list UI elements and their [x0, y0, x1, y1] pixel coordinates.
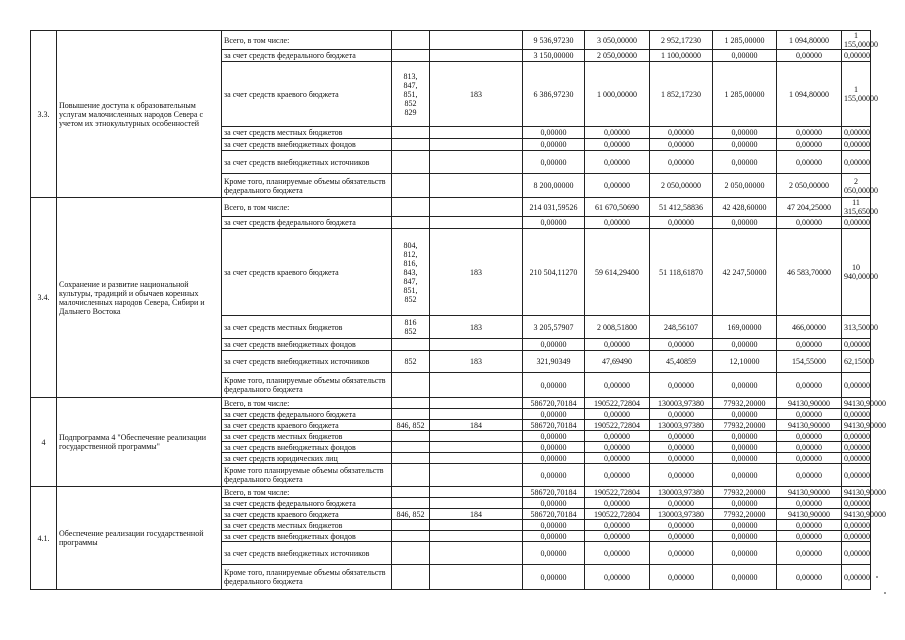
department-codes: 852: [392, 351, 430, 373]
year-value: 51 118,61870: [650, 229, 713, 316]
total-value: 0,00000: [523, 151, 585, 174]
year-value: 0,00000: [650, 565, 713, 590]
program-code: [430, 217, 523, 229]
department-codes: [392, 151, 430, 174]
year-value: 0,00000: [777, 453, 842, 464]
year-value: 61 670,50690: [585, 198, 650, 217]
section-name: Подпрограмма 4 "Обеспечение реализации государственной программы": [57, 398, 222, 487]
year-value: 0,00000: [585, 464, 650, 487]
year-value: 190522,72804: [585, 398, 650, 409]
year-value: 94130,90000: [777, 420, 842, 431]
year-value: 0,00000: [650, 409, 713, 420]
department-codes: [392, 50, 430, 62]
year-value: 0,00000: [842, 498, 871, 509]
year-value: 51 412,58836: [650, 198, 713, 217]
year-value: 1 094,80000: [777, 31, 842, 50]
year-value: 190522,72804: [585, 420, 650, 431]
year-value: 0,00000: [713, 565, 777, 590]
year-value: 0,00000: [650, 151, 713, 174]
total-value: 0,00000: [523, 431, 585, 442]
year-value: 0,00000: [585, 565, 650, 590]
year-value: 0,00000: [650, 127, 713, 139]
year-value: 0,00000: [585, 339, 650, 351]
funding-source: за счет средств внебюджетных фондов: [222, 339, 392, 351]
funding-source: за счет средств местных бюджетов: [222, 127, 392, 139]
year-value: 0,00000: [777, 520, 842, 531]
table-row: [31, 398, 871, 409]
year-value: 0,00000: [713, 431, 777, 442]
year-value: 130003,97380: [650, 420, 713, 431]
year-value: 0,00000: [713, 373, 777, 398]
total-value: 0,00000: [523, 531, 585, 542]
program-code: [430, 542, 523, 565]
year-value: 0,00000: [713, 151, 777, 174]
funding-source: Всего, в том числе:: [222, 487, 392, 498]
department-codes: [392, 339, 430, 351]
funding-source: Всего, в том числе:: [222, 31, 392, 50]
year-value: 0,00000: [777, 127, 842, 139]
total-value: 8 200,00000: [523, 174, 585, 198]
year-value: 0,00000: [777, 531, 842, 542]
section-number: 4: [31, 398, 57, 487]
year-value: 0,00000: [842, 431, 871, 442]
year-value: 1 285,00000: [713, 62, 777, 127]
department-codes: [392, 520, 430, 531]
year-value: 0,00000: [777, 542, 842, 565]
scan-speck: [876, 576, 878, 578]
year-value: 0,00000: [713, 464, 777, 487]
year-value: 0,00000: [777, 50, 842, 62]
total-value: 0,00000: [523, 520, 585, 531]
year-value: 154,55000: [777, 351, 842, 373]
program-code: [430, 442, 523, 453]
year-value: 0,00000: [585, 520, 650, 531]
section-name: Повышение доступа к образовательным услугам малочисленных народов Севера с учетом их этнокультурных особенностей: [57, 31, 222, 198]
year-value: 2 050,00000: [585, 50, 650, 62]
year-value: 0,00000: [650, 520, 713, 531]
program-code: 183: [430, 351, 523, 373]
year-value: 94130,90000: [842, 487, 871, 498]
year-value: 94130,90000: [777, 487, 842, 498]
year-value: 248,56107: [650, 316, 713, 339]
year-value: 0,00000: [650, 531, 713, 542]
year-value: 45,40859: [650, 351, 713, 373]
year-value: 0,00000: [713, 127, 777, 139]
year-value: 2 050,00000: [842, 174, 871, 198]
total-value: 3 150,00000: [523, 50, 585, 62]
year-value: 0,00000: [585, 217, 650, 229]
year-value: 94130,90000: [842, 398, 871, 409]
funding-source: за счет средств краевого бюджета: [222, 509, 392, 520]
year-value: 0,00000: [842, 442, 871, 453]
total-value: 0,00000: [523, 373, 585, 398]
total-value: 0,00000: [523, 464, 585, 487]
year-value: 169,00000: [713, 316, 777, 339]
year-value: 0,00000: [842, 542, 871, 565]
department-codes: [392, 398, 430, 409]
year-value: 0,00000: [713, 50, 777, 62]
year-value: 11 315,65000: [842, 198, 871, 217]
funding-source: за счет средств федерального бюджета: [222, 409, 392, 420]
program-code: [430, 373, 523, 398]
year-value: 0,00000: [713, 520, 777, 531]
table-row: [31, 198, 871, 217]
program-code: [430, 487, 523, 498]
year-value: 0,00000: [713, 542, 777, 565]
total-value: 0,00000: [523, 498, 585, 509]
year-value: 42 428,60000: [713, 198, 777, 217]
year-value: 0,00000: [713, 409, 777, 420]
program-code: [430, 464, 523, 487]
scan-speck: [884, 592, 886, 594]
funding-source: за счет средств местных бюджетов: [222, 316, 392, 339]
year-value: 0,00000: [842, 373, 871, 398]
year-value: 0,00000: [842, 50, 871, 62]
year-value: 0,00000: [585, 531, 650, 542]
program-code: [430, 31, 523, 50]
program-code: 183: [430, 62, 523, 127]
department-codes: 846, 852: [392, 509, 430, 520]
total-value: 0,00000: [523, 442, 585, 453]
year-value: 0,00000: [713, 442, 777, 453]
year-value: 77932,20000: [713, 487, 777, 498]
program-code: 183: [430, 229, 523, 316]
year-value: 0,00000: [777, 565, 842, 590]
total-value: 6 386,97230: [523, 62, 585, 127]
year-value: 0,00000: [842, 453, 871, 464]
year-value: 42 247,50000: [713, 229, 777, 316]
year-value: 2 050,00000: [713, 174, 777, 198]
department-codes: [392, 453, 430, 464]
total-value: 0,00000: [523, 565, 585, 590]
year-value: 2 952,17230: [650, 31, 713, 50]
funding-source: за счет средств внебюджетных источников: [222, 151, 392, 174]
total-value: 3 205,57907: [523, 316, 585, 339]
year-value: 62,15000: [842, 351, 871, 373]
year-value: 0,00000: [585, 373, 650, 398]
program-code: [430, 339, 523, 351]
funding-source: за счет средств федерального бюджета: [222, 498, 392, 509]
department-codes: [392, 442, 430, 453]
year-value: 77932,20000: [713, 398, 777, 409]
total-value: 586720,70184: [523, 509, 585, 520]
department-codes: [392, 127, 430, 139]
year-value: 0,00000: [585, 498, 650, 509]
year-value: 1 155,00000: [842, 62, 871, 127]
program-code: [430, 127, 523, 139]
year-value: 0,00000: [713, 453, 777, 464]
year-value: 0,00000: [777, 139, 842, 151]
year-value: 0,00000: [650, 542, 713, 565]
department-codes: 816 852: [392, 316, 430, 339]
total-value: 0,00000: [523, 409, 585, 420]
program-code: 184: [430, 509, 523, 520]
program-code: [430, 520, 523, 531]
year-value: 0,00000: [842, 139, 871, 151]
department-codes: [392, 139, 430, 151]
funding-source: Всего, в том числе:: [222, 198, 392, 217]
year-value: 0,00000: [842, 531, 871, 542]
year-value: 0,00000: [842, 217, 871, 229]
department-codes: [392, 217, 430, 229]
department-codes: 846, 852: [392, 420, 430, 431]
year-value: 0,00000: [777, 217, 842, 229]
year-value: 46 583,70000: [777, 229, 842, 316]
year-value: 0,00000: [585, 542, 650, 565]
section-name: Сохранение и развитие национальной культуры, традиций и обычаев коренных малочисленных народов Севера, Сибири и Дальнего Востока: [57, 198, 222, 398]
year-value: 0,00000: [585, 174, 650, 198]
year-value: 1 852,17230: [650, 62, 713, 127]
year-value: 0,00000: [842, 409, 871, 420]
year-value: 0,00000: [777, 373, 842, 398]
year-value: 94130,90000: [842, 509, 871, 520]
year-value: 94130,90000: [777, 509, 842, 520]
year-value: 0,00000: [585, 127, 650, 139]
section-number: 4.1.: [31, 487, 57, 590]
year-value: 0,00000: [842, 127, 871, 139]
funding-source: Кроме того, планируемые объемы обязательств федерального бюджета: [222, 373, 392, 398]
funding-source: за счет средств внебюджетных фондов: [222, 139, 392, 151]
year-value: 0,00000: [777, 409, 842, 420]
funding-source: за счет средств местных бюджетов: [222, 431, 392, 442]
total-value: 210 504,11270: [523, 229, 585, 316]
funding-source: Кроме того планируемые объемы обязательств федерального бюджета: [222, 464, 392, 487]
total-value: 9 536,97230: [523, 31, 585, 50]
funding-source: за счет средств краевого бюджета: [222, 62, 392, 127]
funding-source: за счет средств внебюджетных фондов: [222, 442, 392, 453]
program-code: [430, 531, 523, 542]
year-value: 0,00000: [650, 373, 713, 398]
total-value: 0,00000: [523, 127, 585, 139]
year-value: 0,00000: [713, 531, 777, 542]
year-value: 2 050,00000: [650, 174, 713, 198]
year-value: 190522,72804: [585, 509, 650, 520]
table-row: [31, 487, 871, 498]
total-value: 0,00000: [523, 139, 585, 151]
funding-source: за счет средств местных бюджетов: [222, 520, 392, 531]
year-value: 1 000,00000: [585, 62, 650, 127]
year-value: 94130,90000: [842, 420, 871, 431]
department-codes: [392, 198, 430, 217]
total-value: 0,00000: [523, 542, 585, 565]
program-code: [430, 453, 523, 464]
year-value: 0,00000: [777, 464, 842, 487]
department-codes: 804, 812, 816, 843, 847, 851, 852: [392, 229, 430, 316]
funding-source: Всего, в том числе:: [222, 398, 392, 409]
program-code: [430, 409, 523, 420]
section-number: 3.3.: [31, 31, 57, 198]
year-value: 1 155,00000: [842, 31, 871, 50]
funding-source: за счет средств внебюджетных источников: [222, 542, 392, 565]
year-value: 0,00000: [650, 339, 713, 351]
year-value: 0,00000: [585, 409, 650, 420]
year-value: 0,00000: [842, 565, 871, 590]
year-value: 0,00000: [650, 431, 713, 442]
year-value: 0,00000: [842, 464, 871, 487]
funding-source: за счет средств краевого бюджета: [222, 420, 392, 431]
year-value: 190522,72804: [585, 487, 650, 498]
year-value: 0,00000: [650, 139, 713, 151]
program-code: 183: [430, 316, 523, 339]
year-value: 0,00000: [585, 442, 650, 453]
year-value: 94130,90000: [777, 398, 842, 409]
year-value: 47,69490: [585, 351, 650, 373]
year-value: 0,00000: [777, 431, 842, 442]
total-value: 214 031,59526: [523, 198, 585, 217]
year-value: 12,10000: [713, 351, 777, 373]
year-value: 130003,97380: [650, 398, 713, 409]
year-value: 466,00000: [777, 316, 842, 339]
program-code: [430, 50, 523, 62]
year-value: 0,00000: [585, 151, 650, 174]
year-value: 0,00000: [842, 151, 871, 174]
year-value: 0,00000: [585, 139, 650, 151]
year-value: 0,00000: [585, 453, 650, 464]
year-value: 0,00000: [650, 464, 713, 487]
program-code: [430, 565, 523, 590]
department-codes: [392, 431, 430, 442]
year-value: 0,00000: [650, 453, 713, 464]
year-value: 1 100,00000: [650, 50, 713, 62]
year-value: 0,00000: [777, 339, 842, 351]
total-value: 586720,70184: [523, 398, 585, 409]
program-code: [430, 198, 523, 217]
year-value: 0,00000: [842, 339, 871, 351]
funding-source: за счет средств федерального бюджета: [222, 217, 392, 229]
year-value: 0,00000: [777, 151, 842, 174]
department-codes: [392, 31, 430, 50]
year-value: 0,00000: [650, 498, 713, 509]
program-code: 184: [430, 420, 523, 431]
year-value: 0,00000: [713, 217, 777, 229]
funding-source: за счет средств федерального бюджета: [222, 50, 392, 62]
year-value: 1 094,80000: [777, 62, 842, 127]
year-value: 130003,97380: [650, 509, 713, 520]
department-codes: [392, 498, 430, 509]
year-value: 77932,20000: [713, 420, 777, 431]
year-value: 0,00000: [777, 442, 842, 453]
table-row: [31, 31, 871, 50]
year-value: 130003,97380: [650, 487, 713, 498]
program-code: [430, 398, 523, 409]
department-codes: [392, 565, 430, 590]
year-value: 0,00000: [777, 498, 842, 509]
department-codes: [392, 542, 430, 565]
funding-source: Кроме того, планируемые объемы обязательств федерального бюджета: [222, 174, 392, 198]
year-value: 59 614,29400: [585, 229, 650, 316]
year-value: 2 050,00000: [777, 174, 842, 198]
year-value: 3 050,00000: [585, 31, 650, 50]
funding-source: Кроме того, планируемые объемы обязательств федерального бюджета: [222, 565, 392, 590]
department-codes: [392, 409, 430, 420]
year-value: 0,00000: [713, 498, 777, 509]
department-codes: [392, 531, 430, 542]
funding-source: за счет средств внебюджетных фондов: [222, 531, 392, 542]
total-value: 0,00000: [523, 217, 585, 229]
year-value: 0,00000: [713, 339, 777, 351]
year-value: 0,00000: [585, 431, 650, 442]
year-value: 1 285,00000: [713, 31, 777, 50]
program-code: [430, 139, 523, 151]
total-value: 0,00000: [523, 453, 585, 464]
year-value: 0,00000: [650, 442, 713, 453]
department-codes: [392, 487, 430, 498]
year-value: 313,50000: [842, 316, 871, 339]
funding-source: за счет средств юридических лиц: [222, 453, 392, 464]
year-value: 2 008,51800: [585, 316, 650, 339]
total-value: 0,00000: [523, 339, 585, 351]
budget-table: [30, 30, 886, 590]
section-name: Обеспечение реализации государственной программы: [57, 487, 222, 590]
funding-source: за счет средств внебюджетных источников: [222, 351, 392, 373]
program-code: [430, 174, 523, 198]
total-value: 321,90349: [523, 351, 585, 373]
department-codes: [392, 373, 430, 398]
year-value: 0,00000: [713, 139, 777, 151]
funding-source: за счет средств краевого бюджета: [222, 229, 392, 316]
program-code: [430, 431, 523, 442]
program-code: [430, 498, 523, 509]
year-value: 0,00000: [842, 520, 871, 531]
year-value: 77932,20000: [713, 509, 777, 520]
department-codes: [392, 464, 430, 487]
program-code: [430, 151, 523, 174]
year-value: 47 204,25000: [777, 198, 842, 217]
total-value: 586720,70184: [523, 420, 585, 431]
department-codes: [392, 174, 430, 198]
section-number: 3.4.: [31, 198, 57, 398]
department-codes: 813, 847, 851, 852 829: [392, 62, 430, 127]
year-value: 0,00000: [650, 217, 713, 229]
year-value: 10 940,00000: [842, 229, 871, 316]
total-value: 586720,70184: [523, 487, 585, 498]
